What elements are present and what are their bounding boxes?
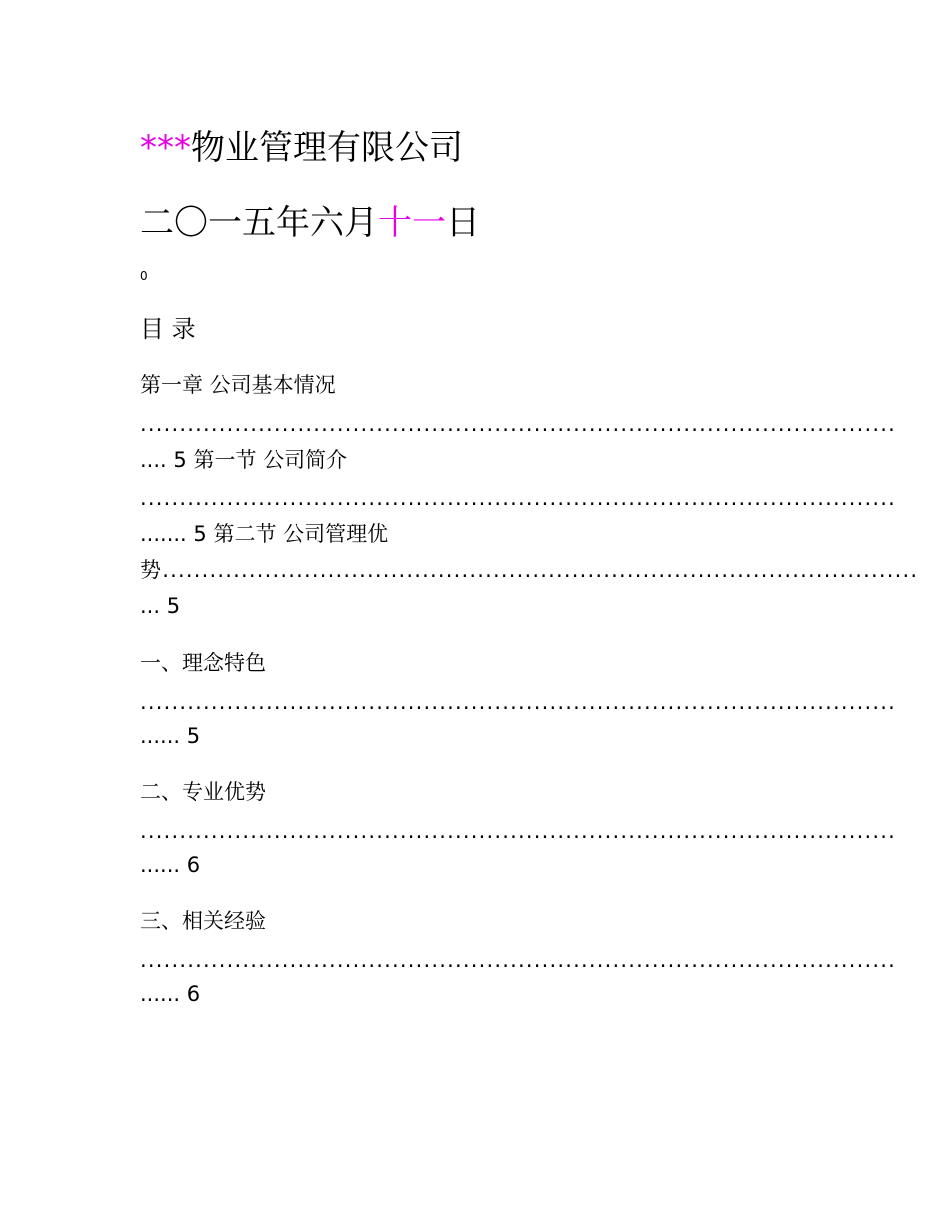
toc-leader-dots: ......	[140, 853, 181, 877]
toc-item-1: 一、理念特色	[140, 651, 266, 675]
toc-page-number: 6	[186, 853, 201, 877]
toc-leader-dots: ......	[140, 982, 181, 1006]
toc-page-number: 5	[193, 522, 207, 546]
toc-item-2: 二、专业优势	[140, 780, 266, 804]
company-name: 物业管理有限公司	[191, 128, 463, 168]
toc-leader-dots: ...	[140, 594, 161, 618]
toc-line	[140, 592, 180, 620]
toc-page-number: 5	[186, 724, 201, 748]
toc-section-2-end: 势	[140, 558, 163, 582]
toc-leader-dots: ......	[140, 724, 181, 748]
toc-item-3: 三、相关经验	[140, 909, 266, 933]
toc-line	[140, 980, 200, 1008]
date-prefix: 二〇一五年六月	[140, 203, 378, 243]
document-date	[140, 202, 480, 244]
toc-page-number: 6	[186, 982, 201, 1006]
toc-page-number: 5	[166, 594, 181, 618]
toc-leader-dots: ................................................................................................	[140, 819, 897, 843]
toc-title: 目 录	[140, 315, 196, 343]
page-marker: 0	[140, 269, 148, 283]
toc-chapter-1: 第一章 公司基本情况	[140, 373, 336, 397]
company-stars: ***	[140, 128, 191, 168]
toc-section-1: 第一节 公司简介	[193, 448, 348, 472]
toc-section-2: 第二节 公司管理优	[213, 522, 389, 546]
company-title	[140, 128, 463, 168]
date-suffix: 日	[446, 203, 480, 243]
toc-leader-dots: ................................................................................................	[140, 412, 897, 436]
toc-leader-dots: ................................................................................................	[162, 558, 919, 582]
toc-leader-dots: .......	[140, 522, 187, 546]
toc-leader-dots: ................................................................................................	[140, 486, 897, 510]
toc-page-number: 5	[173, 448, 187, 472]
toc-line	[140, 851, 200, 879]
toc-line	[140, 520, 388, 548]
toc-leader-dots: ....	[140, 448, 167, 472]
toc-line	[140, 556, 919, 584]
toc-leader-dots: ................................................................................................	[140, 948, 897, 972]
toc-line	[140, 446, 347, 474]
toc-leader-dots: ................................................................................................	[140, 690, 897, 714]
date-highlight: 十一	[378, 203, 446, 243]
toc-line	[140, 722, 200, 750]
